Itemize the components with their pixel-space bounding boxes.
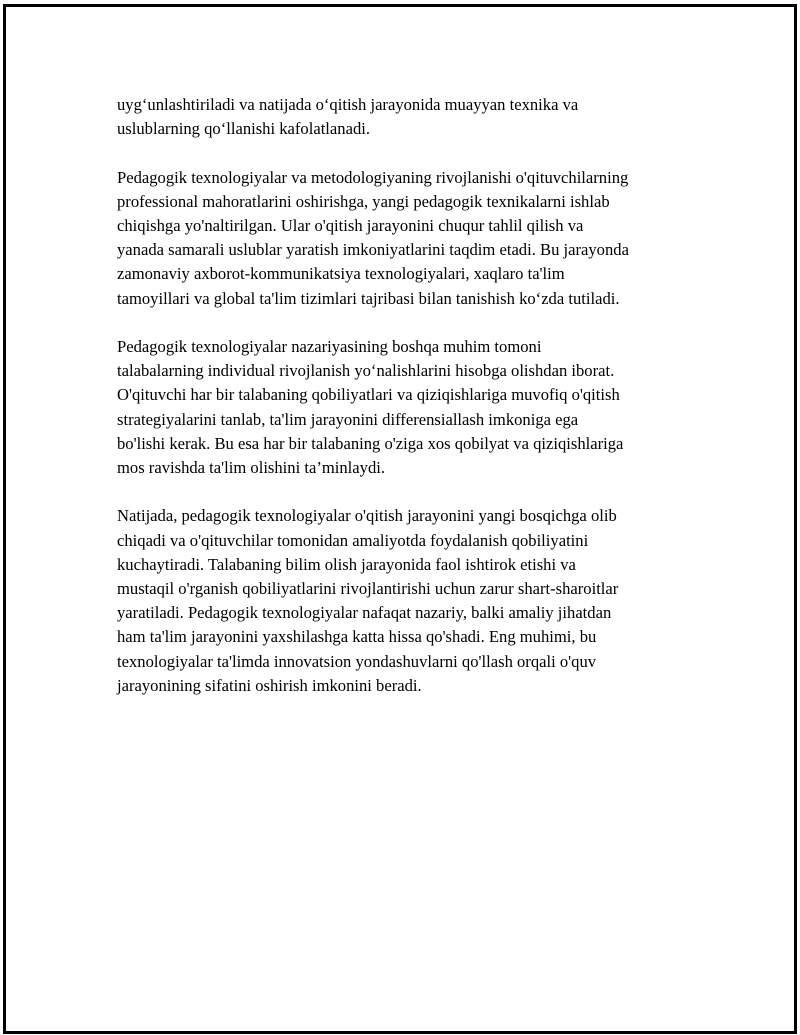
text-line: chiqishga yo'naltirilgan. Ular o'qitish jarayonini chuqur tahlil qilish va	[117, 216, 584, 235]
text-line: uyg‘unlashtiriladi va natijada o‘qitish jarayonida muayyan texnika va	[117, 95, 579, 114]
text-line: chiqadi va o'qituvchilar tomonidan amaliyotda foydalanish qobiliyatini	[117, 530, 589, 550]
text-line: mustaqil o'rganish qobiliyatlarini rivojlantirishi uchun zarur shart-sharoitlar	[117, 579, 619, 599]
text-line: jarayonining sifatini oshirish imkonini beradi.	[117, 675, 422, 695]
text-line: texnologiyalar ta'limda innovatsion yondashuvlarni qo'llash orqali o'quv	[117, 651, 597, 671]
text-line: talabalarning individual rivojlanish yo‘nalishlarini hisobga olishdan iborat.	[117, 361, 615, 381]
text-line: yanada samarali uslublar yaratish imkoniyatlarini taqdim etadi. Bu jarayonda	[117, 240, 629, 260]
text-line: strategiyalarini tanlab, ta'lim jarayonini differensiallash imkoniga ega	[117, 409, 579, 429]
paragraph-4	[117, 504, 692, 698]
text-line: yaratiladi. Pedagogik texnologiyalar nafaqat nazariy, balki amaliy jihatdan	[117, 603, 612, 623]
text-line: O'qituvchi har bir talabaning qobiliyatlari va qiziqishlariga muvofiq o'qitish	[117, 385, 620, 405]
paragraph-1	[117, 93, 692, 141]
text-line: mos ravishda ta'lim olishini ta’minlaydi.	[117, 458, 385, 478]
text-line: uslublarning qo‘llanishi kafolatlanadi.	[117, 119, 370, 139]
text-line: Pedagogik texnologiyalar nazariyasining boshqa muhim tomoni	[117, 337, 542, 356]
text-line: professional mahoratlarini oshirishga, yangi pedagogik texnikalarni ishlab	[117, 191, 610, 211]
text-line: ham ta'lim jarayonini yaxshilashga katta hissa qo'shadi. Eng muhimi, bu	[117, 627, 597, 647]
text-line: Pedagogik texnologiyalar va metodologiyaning rivojlanishi o'qituvchilarning	[117, 167, 629, 187]
document-body	[117, 93, 692, 722]
text-line: bo'lishi kerak. Bu esa har bir talabaning o'ziga xos qobilyat va qiziqishlariga	[117, 433, 624, 453]
text-line: tamoyillari va global ta'lim tizimlari tajribasi bilan tanishish ko‘zda tutiladi.	[117, 288, 620, 308]
paragraph-2	[117, 166, 692, 311]
paragraph-3	[117, 335, 692, 480]
text-line: kuchaytiradi. Talabaning bilim olish jarayonida faol ishtirok etishi va	[117, 554, 576, 574]
text-line: zamonaviy axborot-kommunikatsiya texnologiyalari, xaqlaro ta'lim	[117, 264, 565, 284]
text-line: Natijada, pedagogik texnologiyalar o'qitish jarayonini yangi bosqichga olib	[117, 506, 617, 526]
